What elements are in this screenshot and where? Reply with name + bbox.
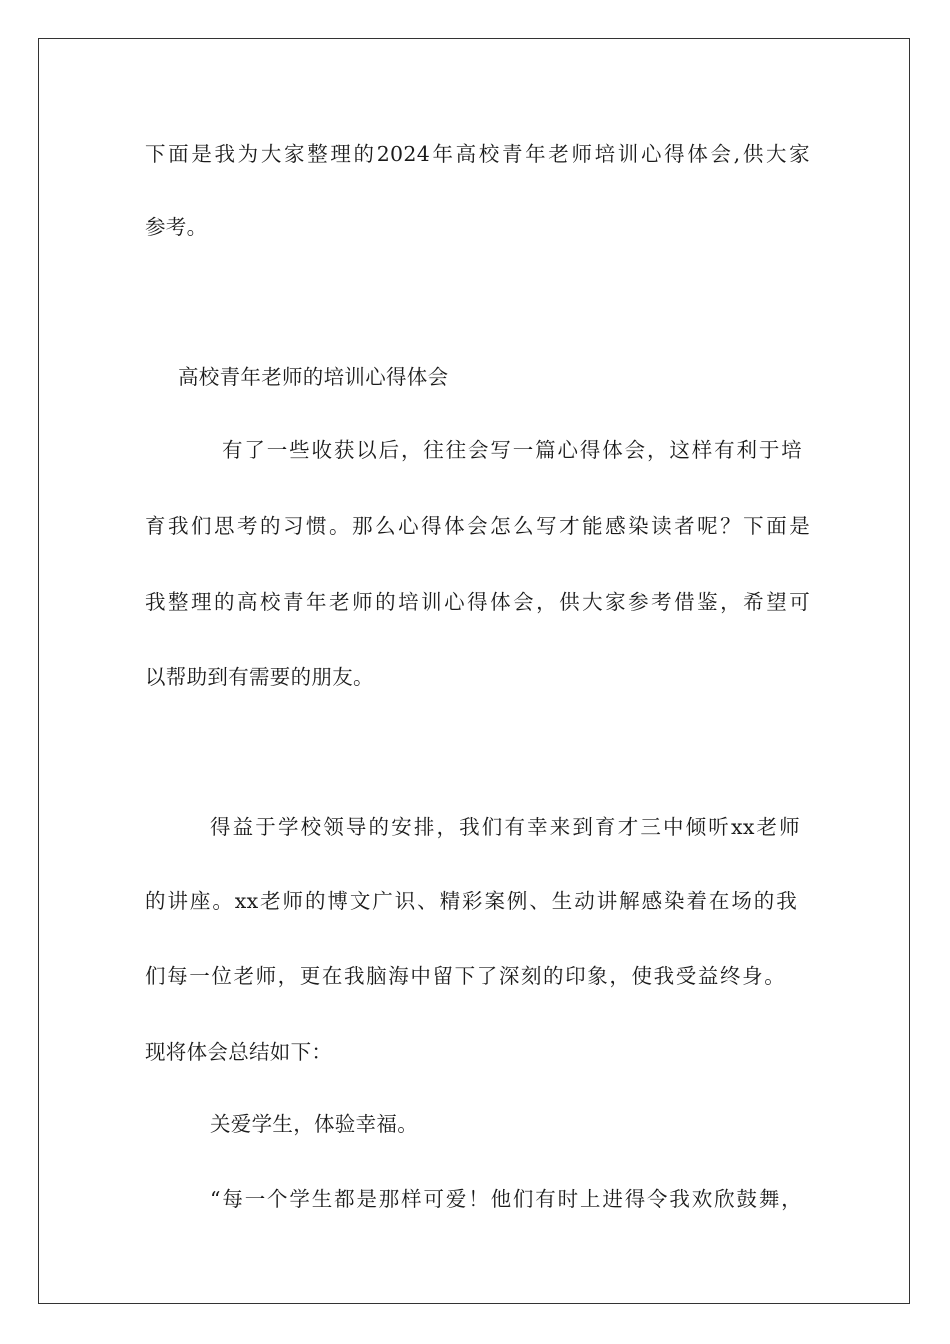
para3-line-1: 关爱学生，体验幸福。 bbox=[210, 1112, 418, 1136]
para2-line-4: 现将体会总结如下： bbox=[145, 1040, 333, 1064]
para1-line-4: 以帮助到有需要的朋友。 bbox=[145, 665, 374, 689]
intro-line-1: 下面是我为大家整理的2024年高校青年老师培训心得体会,供大家 bbox=[145, 142, 810, 166]
para1-line-3: 我整理的高校青年老师的培训心得体会，供大家参考借鉴，希望可 bbox=[145, 590, 810, 614]
intro-line-2: 参考。 bbox=[145, 215, 208, 239]
section-heading: 高校青年老师的培训心得体会 bbox=[178, 365, 449, 389]
para2-line-2: 的讲座。xx老师的博文广识、精彩案例、生动讲解感染着在场的我 bbox=[145, 889, 797, 913]
para2-line-3: 们每一位老师，更在我脑海中留下了深刻的印象，使我受益终身。 bbox=[145, 964, 785, 988]
para2-line-1: 得益于学校领导的安排，我们有幸来到育才三中倾听xx老师 bbox=[210, 815, 800, 839]
para4-line-1: “每一个学生都是那样可爱！他们有时上进得令我欢欣鼓舞， bbox=[210, 1187, 802, 1211]
para1-line-1: 有了一些收获以后，往往会写一篇心得体会，这样有利于培 bbox=[222, 438, 802, 462]
para1-line-2: 育我们思考的习惯。那么心得体会怎么写才能感染读者呢？下面是 bbox=[145, 514, 810, 538]
